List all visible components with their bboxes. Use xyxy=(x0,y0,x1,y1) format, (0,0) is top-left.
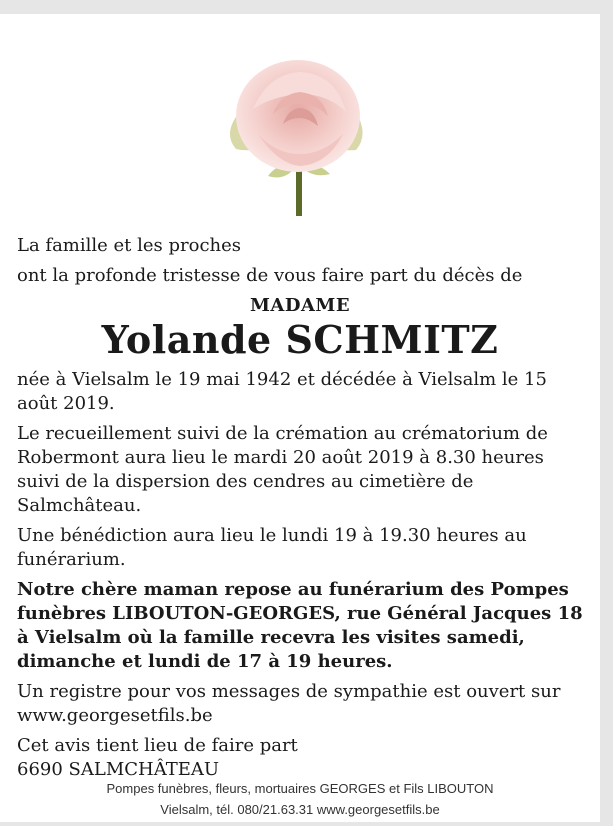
register-link[interactable]: www.georgesetfils.be xyxy=(17,705,213,726)
footer-line-2: Vielsalm, tél. 080/21.63.31 www.georgesetfils.be xyxy=(160,802,440,817)
deceased-name: Yolande SCHMITZ xyxy=(101,317,499,362)
intro-block xyxy=(17,234,587,294)
footer xyxy=(0,778,600,820)
blessing-paragraph: Une bénédiction aura lieu le lundi 19 à 19.30 heures au funérarium. xyxy=(17,525,527,570)
body-block xyxy=(17,368,587,788)
visits-paragraph: Notre chère maman repose au funérarium des Pompes funèbres LIBOUTON-GEORGES, rue Général Jacques 18 à Vielsalm où la famille recevra les visites samedi, dimanche et lundi de 17 à 19 heures. xyxy=(17,579,583,672)
address-line: 6690 SALMCHÂTEAU xyxy=(17,759,220,780)
obituary-card xyxy=(0,14,600,822)
notice-line: Cet avis tient lieu de faire part xyxy=(17,735,298,756)
intro-line-1: La famille et les proches xyxy=(17,235,242,256)
register-paragraph xyxy=(17,680,587,728)
honorific: MADAME xyxy=(249,295,351,316)
rose-image xyxy=(218,54,378,224)
ceremony-paragraph: Le recueillement suivi de la crémation au crématorium de Robermont aura lieu le mardi 20 août 2019 à 8.30 heures suivi de la dispersion des cendres au cimetière de Salmchâteau. xyxy=(17,423,548,516)
intro-line-2: ont la profonde tristesse de vous faire part du décès de xyxy=(17,265,523,286)
footer-line-1: Pompes funèbres, fleurs, mortuaires GEORGES et Fils LIBOUTON xyxy=(106,781,494,796)
register-text: Un registre pour vos messages de sympathie est ouvert sur xyxy=(17,681,561,702)
birth-death-paragraph: née à Vielsalm le 19 mai 1942 et décédée à Vielsalm le 15 août 2019. xyxy=(17,369,547,414)
